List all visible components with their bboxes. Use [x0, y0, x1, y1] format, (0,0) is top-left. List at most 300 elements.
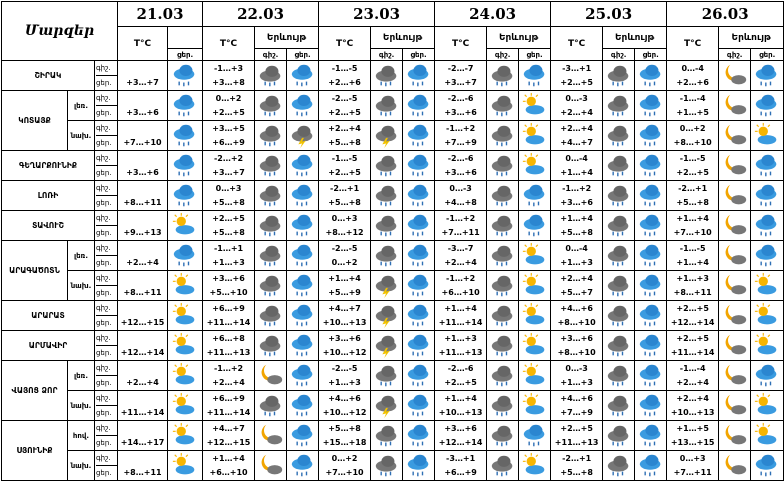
weather-cloud-icon — [487, 181, 519, 211]
weather-cloud-icon — [371, 61, 403, 91]
temperature-cell: -1…-5 +2…+5 — [667, 151, 719, 181]
temperature-cell: 0…-4 +2…+6 — [667, 61, 719, 91]
temperature-cell: +1…+4 +5…+9 — [319, 271, 371, 301]
subregion-name: լեռ. — [68, 241, 95, 271]
weather-storm-icon — [371, 271, 403, 301]
region-name: ՎԱՅՈՑ ՁՈՐ — [2, 361, 68, 421]
region-name: ՍՅՈՒՆԻՔ — [2, 421, 68, 481]
weather-rain-icon — [287, 391, 319, 421]
phenomenon-header: Երևույթ — [255, 27, 319, 49]
temperature-cell: 0…+3 +8…+12 — [319, 211, 371, 241]
temperature-cell: +2…+5 +11…+14 — [667, 331, 719, 361]
weather-rain-icon — [287, 301, 319, 331]
weather-cloud-icon — [487, 271, 519, 301]
weather-rain-icon — [751, 151, 784, 181]
period-labels: գիշ. ցեր. — [95, 121, 118, 151]
temperature-cell: +8…+11 — [118, 181, 168, 211]
region-name: ԱՐԱԳԱԾՈՏՆ — [2, 241, 68, 301]
weather-cloud-icon — [487, 241, 519, 271]
weather-rain-icon — [287, 451, 319, 481]
date-header: 24.03 — [435, 2, 551, 27]
temperature-cell: -2…+1 +5…+8 — [319, 181, 371, 211]
weather-rain-icon — [403, 211, 435, 241]
weather-cloud-icon — [603, 271, 635, 301]
weather-sun-icon — [519, 151, 551, 181]
temp-header: T°C — [319, 27, 371, 61]
weather-rain-icon — [287, 421, 319, 451]
weather-cloud-icon — [371, 421, 403, 451]
weather-rain-icon — [168, 121, 203, 151]
night-label: գիշ. — [487, 49, 519, 61]
weather-rain-icon — [287, 361, 319, 391]
weather-rain-icon — [403, 331, 435, 361]
weather-rain-icon — [635, 331, 667, 361]
phenomenon-header: Երևույթ — [719, 27, 784, 49]
regions-header: Մարզեր — [2, 2, 118, 61]
temperature-cell: +1…+3 +11…+13 — [435, 331, 487, 361]
weather-rain-icon — [751, 241, 784, 271]
period-labels: գիշ. ցեր. — [95, 421, 118, 451]
weather-sun-icon — [519, 331, 551, 361]
weather-cloud-icon — [603, 241, 635, 271]
weather-rain-icon — [519, 61, 551, 91]
weather-moon-icon — [255, 421, 287, 451]
temperature-cell: -3…+1 +2…+5 — [551, 61, 603, 91]
temperature-cell: +2…+5 +11…+13 — [551, 421, 603, 451]
temperature-cell: +4…+6 +10…+12 — [319, 391, 371, 421]
weather-sun-icon — [168, 451, 203, 481]
weather-rain-icon — [635, 241, 667, 271]
weather-cloud-icon — [487, 121, 519, 151]
weather-cloud-icon — [371, 181, 403, 211]
weather-sun-icon — [168, 271, 203, 301]
weather-cloud-icon — [255, 151, 287, 181]
forecast-table — [1, 1, 784, 481]
weather-moon-icon — [719, 241, 751, 271]
weather-cloud-icon — [603, 451, 635, 481]
weather-rain-icon — [635, 211, 667, 241]
weather-rain-icon — [635, 361, 667, 391]
temperature-cell: -1…-4 +2…+4 — [667, 361, 719, 391]
weather-cloud-icon — [487, 391, 519, 421]
weather-sun-icon — [751, 391, 784, 421]
temperature-cell: -1…+2 +6…+10 — [435, 271, 487, 301]
weather-cloud-icon — [255, 331, 287, 361]
phenomenon-header: Երևույթ — [487, 27, 551, 49]
weather-moon-icon — [719, 421, 751, 451]
temperature-cell: +14…+17 — [118, 421, 168, 451]
region-name: ԱՐՄԱՎԻՐ — [2, 331, 95, 361]
period-labels: գիշ. ցեր. — [95, 61, 118, 91]
temperature-cell: +8…+11 — [118, 451, 168, 481]
weather-cloud-icon — [487, 361, 519, 391]
period-labels: գիշ. ցեր. — [95, 331, 118, 361]
temperature-cell: +4…+7 +10…+13 — [319, 301, 371, 331]
temperature-cell: +1…+5 +13…+15 — [667, 421, 719, 451]
temperature-cell: +9…+13 — [118, 211, 168, 241]
temperature-cell: -2…-5 +1…+3 — [319, 361, 371, 391]
region-name: ԱՐԱՐԱՏ — [2, 301, 95, 331]
weather-rain-icon — [751, 91, 784, 121]
temperature-cell: 0…-3 +2…+4 — [551, 91, 603, 121]
weather-moon-icon — [255, 451, 287, 481]
day-label: ցեր. — [168, 49, 203, 61]
night-label: գիշ. — [719, 49, 751, 61]
temperature-cell: +6…+9 +11…+14 — [203, 391, 255, 421]
weather-rain-icon — [168, 241, 203, 271]
weather-cloud-icon — [371, 211, 403, 241]
weather-cloud-icon — [255, 61, 287, 91]
weather-rain-icon — [519, 421, 551, 451]
temperature-cell: +2…+5 +5…+8 — [203, 211, 255, 241]
weather-cloud-icon — [487, 61, 519, 91]
temp-header: T°C — [551, 27, 603, 61]
subregion-name: նախ. — [68, 451, 95, 481]
date-header: 25.03 — [551, 2, 667, 27]
period-labels: գիշ. ցեր. — [95, 241, 118, 271]
weather-sun-icon — [751, 301, 784, 331]
temperature-cell: -1…-4 +1…+5 — [667, 91, 719, 121]
weather-moon-icon — [719, 61, 751, 91]
temperature-cell: 0…-4 +1…+4 — [551, 151, 603, 181]
temperature-cell: +4…+7 +12…+15 — [203, 421, 255, 451]
temperature-cell: -1…-5 +1…+4 — [667, 241, 719, 271]
weather-sun-icon — [168, 361, 203, 391]
weather-cloud-icon — [603, 61, 635, 91]
weather-rain-icon — [751, 211, 784, 241]
weather-sun-icon — [519, 91, 551, 121]
period-labels: գիշ. ցեր. — [95, 391, 118, 421]
weather-sun-icon — [519, 271, 551, 301]
weather-cloud-icon — [255, 301, 287, 331]
weather-cloud-icon — [487, 331, 519, 361]
weather-cloud-icon — [371, 361, 403, 391]
weather-sun-icon — [168, 301, 203, 331]
date-header: 26.03 — [667, 2, 784, 27]
weather-cloud-icon — [487, 91, 519, 121]
weather-rain-icon — [635, 451, 667, 481]
temperature-cell: -1…+2 +7…+11 — [435, 211, 487, 241]
weather-storm-icon — [287, 121, 319, 151]
region-name: ՏԱՎՈՒՇ — [2, 211, 95, 241]
weather-rain-icon — [287, 61, 319, 91]
period-labels: գիշ. ցեր. — [95, 91, 118, 121]
weather-sun-icon — [168, 421, 203, 451]
weather-rain-icon — [519, 211, 551, 241]
weather-cloud-icon — [487, 421, 519, 451]
temperature-cell: -2…-6 +3…+6 — [435, 91, 487, 121]
weather-sun-icon — [519, 301, 551, 331]
weather-rain-icon — [403, 241, 435, 271]
phenomenon-header: Երևույթ — [603, 27, 667, 49]
weather-rain-icon — [751, 181, 784, 211]
temperature-cell: 0…-3 +4…+8 — [435, 181, 487, 211]
temperature-cell: -1…+3 +3…+8 — [203, 61, 255, 91]
temperature-cell: +6…+8 +11…+13 — [203, 331, 255, 361]
temperature-cell: -2…-6 +2…+5 — [435, 361, 487, 391]
weather-rain-icon — [751, 361, 784, 391]
weather-rain-icon — [635, 301, 667, 331]
weather-storm-icon — [371, 391, 403, 421]
temperature-cell: +3…+6 +5…+10 — [203, 271, 255, 301]
date-header: 22.03 — [203, 2, 319, 27]
weather-rain-icon — [168, 181, 203, 211]
subregion-name: նախ. — [68, 121, 95, 151]
subregion-name: նախ. — [68, 391, 95, 421]
weather-rain-icon — [287, 181, 319, 211]
date-header: 23.03 — [319, 2, 435, 27]
day-label: ցեր. — [403, 49, 435, 61]
temperature-cell: +4…+6 +7…+9 — [551, 391, 603, 421]
weather-rain-icon — [635, 91, 667, 121]
temp-header: T°C — [118, 27, 168, 61]
weather-cloud-icon — [255, 211, 287, 241]
weather-rain-icon — [403, 61, 435, 91]
region-name: ԳԵՂԱՐՔՈՒՆԻՔ — [2, 151, 95, 181]
subregion-name: լեռ. — [68, 91, 95, 121]
temperature-cell: -3…+1 +6…+9 — [435, 451, 487, 481]
weather-rain-icon — [403, 361, 435, 391]
temperature-cell: +2…+4 — [118, 241, 168, 271]
weather-cloud-icon — [371, 451, 403, 481]
temperature-cell: -2…-5 0…+2 — [319, 241, 371, 271]
temperature-cell: +6…+9 +11…+14 — [203, 301, 255, 331]
weather-sun-icon — [168, 391, 203, 421]
weather-rain-icon — [635, 181, 667, 211]
temperature-cell: +1…+4 +11…+14 — [435, 301, 487, 331]
weather-moon-icon — [719, 451, 751, 481]
temperature-cell: 0…-3 +1…+3 — [551, 361, 603, 391]
weather-cloud-icon — [603, 181, 635, 211]
subregion-name: նախ. — [68, 271, 95, 301]
weather-cloud-icon — [255, 391, 287, 421]
weather-rain-icon — [635, 421, 667, 451]
weather-rain-icon — [287, 271, 319, 301]
temperature-cell: -3…-7 +2…+4 — [435, 241, 487, 271]
weather-cloud-icon — [487, 151, 519, 181]
day-label: ցեր. — [519, 49, 551, 61]
temperature-cell: -1…+2 +2…+4 — [203, 361, 255, 391]
weather-sun-icon — [519, 241, 551, 271]
weather-storm-icon — [371, 331, 403, 361]
weather-cloud-icon — [255, 241, 287, 271]
period-labels: գիշ. ցեր. — [95, 181, 118, 211]
temp-header: T°C — [203, 27, 255, 61]
temperature-cell: +3…+6 +8…+10 — [551, 331, 603, 361]
weather-rain-icon — [168, 61, 203, 91]
weather-moon-icon — [719, 211, 751, 241]
weather-sun-icon — [751, 331, 784, 361]
weather-sun-icon — [751, 121, 784, 151]
temperature-cell: +4…+6 +8…+10 — [551, 301, 603, 331]
temperature-cell: +3…+7 — [118, 61, 168, 91]
day-label: ցեր. — [287, 49, 319, 61]
day-label: ցեր. — [751, 49, 784, 61]
temperature-cell: -2…-6 +3…+6 — [435, 151, 487, 181]
weather-cloud-icon — [487, 451, 519, 481]
temperature-cell: -2…+2 +3…+7 — [203, 151, 255, 181]
temperature-cell: 0…+2 +7…+10 — [319, 451, 371, 481]
period-labels: գիշ. ցեր. — [95, 361, 118, 391]
weather-cloud-icon — [371, 91, 403, 121]
period-labels: գիշ. ցեր. — [95, 151, 118, 181]
weather-moon-icon — [719, 301, 751, 331]
period-labels: գիշ. ցեր. — [95, 301, 118, 331]
temperature-cell: -1…+1 +1…+3 — [203, 241, 255, 271]
subregion-name: լեռ. — [68, 361, 95, 391]
temperature-cell: -2…-7 +3…+7 — [435, 61, 487, 91]
region-name: ԿՈՏԱՅՔ — [2, 91, 68, 151]
day-label: ցեր. — [635, 49, 667, 61]
weather-sun-icon — [751, 271, 784, 301]
region-name: ԼՈՌԻ — [2, 181, 95, 211]
weather-rain-icon — [168, 91, 203, 121]
temperature-cell: +2…+4 +5…+8 — [319, 121, 371, 151]
weather-rain-icon — [403, 421, 435, 451]
weather-moon-icon — [719, 121, 751, 151]
weather-sun-icon — [519, 361, 551, 391]
weather-rain-icon — [403, 301, 435, 331]
temperature-cell: -2…+1 +5…+8 — [551, 451, 603, 481]
temperature-cell: +1…+4 +5…+8 — [551, 211, 603, 241]
temperature-cell: -1…-5 +2…+5 — [319, 151, 371, 181]
weather-sun-icon — [519, 451, 551, 481]
weather-cloud-icon — [487, 301, 519, 331]
temperature-cell: -2…+1 +5…+8 — [667, 181, 719, 211]
temperature-cell: +3…+6 +12…+14 — [435, 421, 487, 451]
night-label: գիշ. — [603, 49, 635, 61]
temp-header: T°C — [435, 27, 487, 61]
temperature-cell: +2…+4 +10…+13 — [667, 391, 719, 421]
weather-rain-icon — [635, 271, 667, 301]
temperature-cell: 0…+2 +2…+5 — [203, 91, 255, 121]
weather-cloud-icon — [255, 271, 287, 301]
temperature-cell: +7…+10 — [118, 121, 168, 151]
weather-moon-icon — [719, 391, 751, 421]
temperature-cell: -2…-5 +2…+5 — [319, 91, 371, 121]
region-name: ՇԻՐԱԿ — [2, 61, 95, 91]
temperature-cell: +12…+15 — [118, 301, 168, 331]
temperature-cell: -1…+2 +7…+9 — [435, 121, 487, 151]
weather-rain-icon — [287, 91, 319, 121]
weather-rain-icon — [403, 271, 435, 301]
weather-rain-icon — [635, 61, 667, 91]
weather-cloud-icon — [603, 91, 635, 121]
weather-sun-icon — [751, 421, 784, 451]
temperature-cell: +1…+3 +8…+11 — [667, 271, 719, 301]
period-labels: գիշ. ցեր. — [95, 211, 118, 241]
weather-cloud-icon — [255, 181, 287, 211]
weather-cloud-icon — [603, 331, 635, 361]
temperature-cell: +2…+4 +5…+7 — [551, 271, 603, 301]
weather-sun-icon — [519, 121, 551, 151]
weather-cloud-icon — [603, 301, 635, 331]
weather-rain-icon — [168, 151, 203, 181]
weather-rain-icon — [287, 331, 319, 361]
period-labels: գիշ. ցեր. — [95, 271, 118, 301]
temperature-cell: +1…+4 +10…+13 — [435, 391, 487, 421]
temperature-cell: +3…+6 — [118, 91, 168, 121]
phenomenon-header: Երևույթ — [371, 27, 435, 49]
subregion-name: հով. — [68, 421, 95, 451]
weather-rain-icon — [403, 121, 435, 151]
weather-rain-icon — [403, 181, 435, 211]
temperature-cell: +8…+11 — [118, 271, 168, 301]
weather-moon-icon — [719, 361, 751, 391]
weather-sun-icon — [168, 211, 203, 241]
weather-moon-icon — [255, 361, 287, 391]
weather-cloud-icon — [371, 241, 403, 271]
weather-moon-icon — [719, 271, 751, 301]
weather-cloud-icon — [603, 211, 635, 241]
temperature-cell: +5…+8 +15…+18 — [319, 421, 371, 451]
weather-storm-icon — [371, 121, 403, 151]
weather-rain-icon — [751, 451, 784, 481]
blank-header — [168, 27, 203, 49]
temperature-cell: 0…+3 +5…+8 — [203, 181, 255, 211]
weather-rain-icon — [635, 151, 667, 181]
night-label: գիշ. — [255, 49, 287, 61]
temperature-cell: -1…+2 +3…+6 — [551, 181, 603, 211]
period-labels: գիշ. ցեր. — [95, 451, 118, 481]
weather-rain-icon — [403, 451, 435, 481]
temperature-cell: +2…+4 — [118, 361, 168, 391]
weather-cloud-icon — [603, 391, 635, 421]
weather-moon-icon — [719, 181, 751, 211]
temp-header: T°C — [667, 27, 719, 61]
weather-moon-icon — [719, 91, 751, 121]
temperature-cell: 0…-4 +1…+3 — [551, 241, 603, 271]
weather-sun-icon — [519, 391, 551, 421]
weather-sun-icon — [168, 331, 203, 361]
temperature-cell: +11…+14 — [118, 391, 168, 421]
weather-rain-icon — [519, 181, 551, 211]
weather-rain-icon — [287, 241, 319, 271]
weather-rain-icon — [635, 391, 667, 421]
weather-cloud-icon — [603, 361, 635, 391]
weather-rain-icon — [287, 151, 319, 181]
night-label: գիշ. — [371, 49, 403, 61]
date-header: 21.03 — [118, 2, 203, 27]
temperature-cell: +3…+5 +6…+9 — [203, 121, 255, 151]
temperature-cell: +3…+6 +10…+12 — [319, 331, 371, 361]
weather-cloud-icon — [603, 121, 635, 151]
weather-cloud-icon — [255, 91, 287, 121]
weather-rain-icon — [635, 121, 667, 151]
temperature-cell: 0…+2 +8…+10 — [667, 121, 719, 151]
temperature-cell: +2…+5 +12…+14 — [667, 301, 719, 331]
weather-rain-icon — [403, 391, 435, 421]
temperature-cell: +1…+4 +7…+10 — [667, 211, 719, 241]
weather-moon-icon — [719, 151, 751, 181]
weather-cloud-icon — [603, 151, 635, 181]
weather-rain-icon — [403, 151, 435, 181]
temperature-cell: +1…+4 +6…+10 — [203, 451, 255, 481]
weather-cloud-icon — [487, 211, 519, 241]
weather-cloud-icon — [371, 151, 403, 181]
weather-rain-icon — [287, 211, 319, 241]
weather-cloud-icon — [255, 121, 287, 151]
weather-rain-icon — [751, 61, 784, 91]
weather-storm-icon — [371, 301, 403, 331]
temperature-cell: +12…+14 — [118, 331, 168, 361]
weather-moon-icon — [719, 331, 751, 361]
temperature-cell: 0…+3 +7…+11 — [667, 451, 719, 481]
temperature-cell: +3…+6 — [118, 151, 168, 181]
temperature-cell: -1…-5 +2…+6 — [319, 61, 371, 91]
weather-cloud-icon — [603, 421, 635, 451]
weather-rain-icon — [403, 91, 435, 121]
